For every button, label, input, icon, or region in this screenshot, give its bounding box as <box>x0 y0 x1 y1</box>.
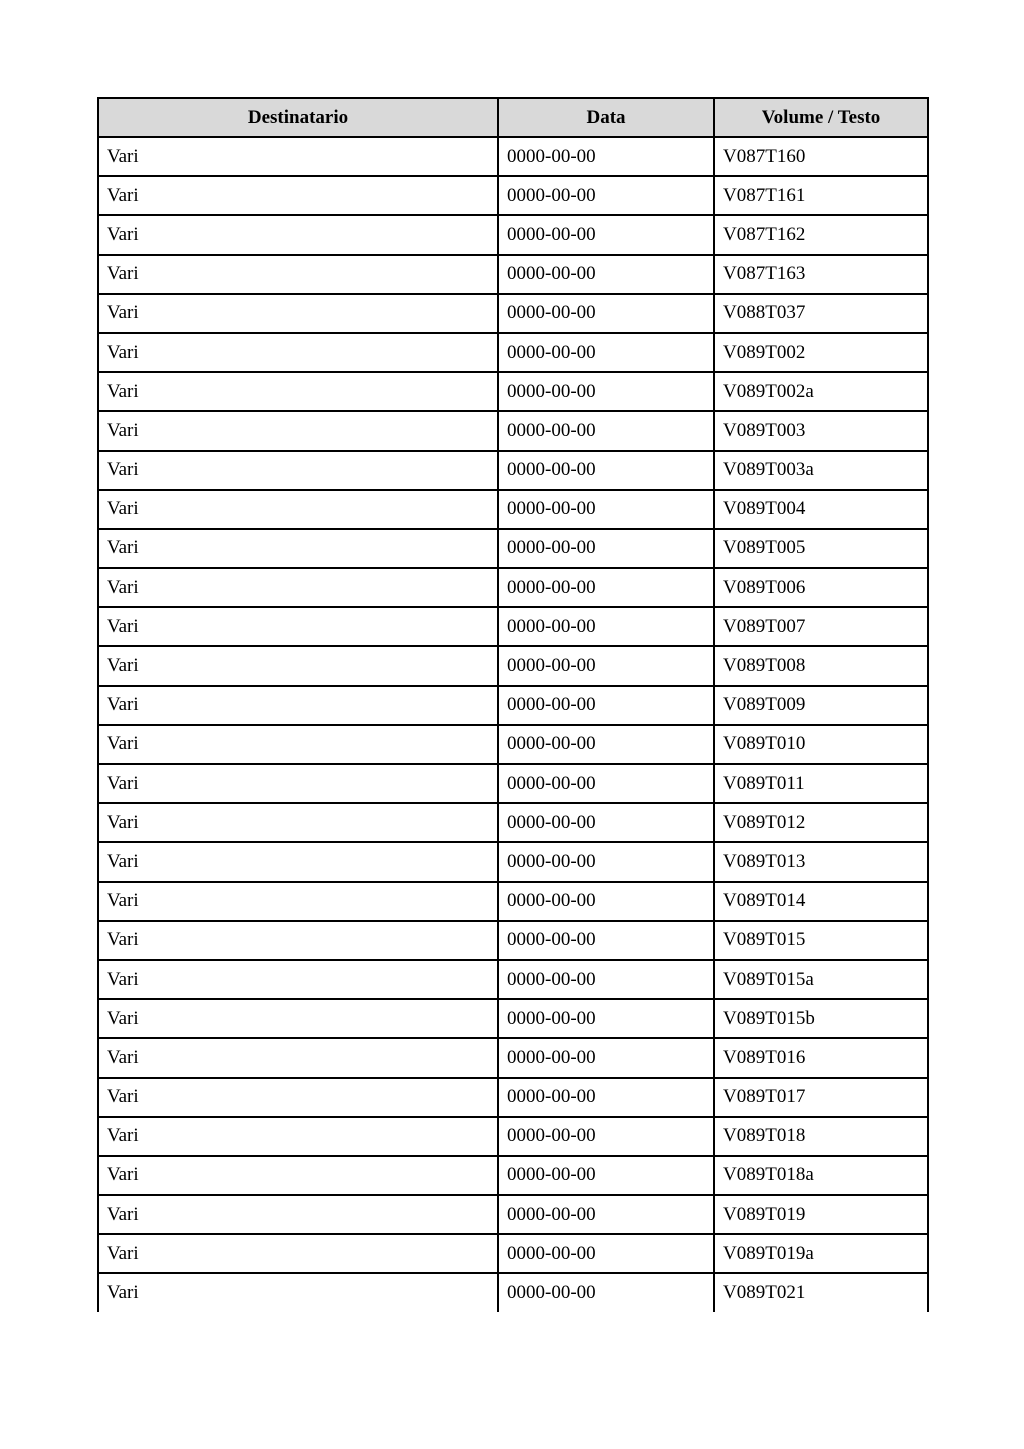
cell-data: 0000-00-00 <box>498 411 714 450</box>
table-row <box>98 451 928 490</box>
cell-data: 0000-00-00 <box>498 1117 714 1156</box>
cell-destinatario: Vari <box>98 372 498 411</box>
table-row <box>98 1273 928 1312</box>
cell-volume-testo: V089T003 <box>714 411 928 450</box>
cell-volume-testo: V087T160 <box>714 137 928 176</box>
cell-data: 0000-00-00 <box>498 764 714 803</box>
table-row <box>98 1234 928 1273</box>
table-row <box>98 1195 928 1234</box>
cell-volume-testo: V089T018a <box>714 1156 928 1195</box>
cell-destinatario: Vari <box>98 333 498 372</box>
cell-volume-testo: V089T002a <box>714 372 928 411</box>
cell-destinatario: Vari <box>98 1234 498 1273</box>
table-row <box>98 176 928 215</box>
cell-volume-testo: V089T005 <box>714 529 928 568</box>
cell-destinatario: Vari <box>98 1195 498 1234</box>
cell-volume-testo: V089T006 <box>714 568 928 607</box>
table-row <box>98 999 928 1038</box>
cell-data: 0000-00-00 <box>498 1195 714 1234</box>
table-row <box>98 960 928 999</box>
cell-data: 0000-00-00 <box>498 255 714 294</box>
cell-destinatario: Vari <box>98 411 498 450</box>
cell-destinatario: Vari <box>98 764 498 803</box>
cell-destinatario: Vari <box>98 176 498 215</box>
cell-volume-testo: V089T009 <box>714 686 928 725</box>
cell-volume-testo: V089T019 <box>714 1195 928 1234</box>
cell-volume-testo: V089T018 <box>714 1117 928 1156</box>
cell-destinatario: Vari <box>98 294 498 333</box>
table-row <box>98 803 928 842</box>
table-clip-region <box>97 97 931 1312</box>
cell-volume-testo: V089T021 <box>714 1273 928 1312</box>
cell-volume-testo: V089T015 <box>714 921 928 960</box>
cell-data: 0000-00-00 <box>498 372 714 411</box>
table-row <box>98 921 928 960</box>
cell-data: 0000-00-00 <box>498 1038 714 1077</box>
table-row <box>98 294 928 333</box>
cell-data: 0000-00-00 <box>498 999 714 1038</box>
cell-data: 0000-00-00 <box>498 1273 714 1312</box>
table-row <box>98 686 928 725</box>
column-header-volume-testo: Volume / Testo <box>714 98 928 137</box>
table-row <box>98 529 928 568</box>
cell-destinatario: Vari <box>98 568 498 607</box>
volumes-table <box>97 97 929 1312</box>
table-row <box>98 255 928 294</box>
table-row <box>98 764 928 803</box>
cell-volume-testo: V087T163 <box>714 255 928 294</box>
cell-volume-testo: V089T015b <box>714 999 928 1038</box>
table-row <box>98 215 928 254</box>
cell-volume-testo: V089T008 <box>714 646 928 685</box>
cell-volume-testo: V089T003a <box>714 451 928 490</box>
table-row <box>98 842 928 881</box>
cell-data: 0000-00-00 <box>498 294 714 333</box>
cell-destinatario: Vari <box>98 255 498 294</box>
cell-data: 0000-00-00 <box>498 529 714 568</box>
cell-destinatario: Vari <box>98 1273 498 1312</box>
cell-volume-testo: V089T014 <box>714 882 928 921</box>
cell-data: 0000-00-00 <box>498 842 714 881</box>
cell-data: 0000-00-00 <box>498 882 714 921</box>
cell-volume-testo: V088T037 <box>714 294 928 333</box>
cell-volume-testo: V089T007 <box>714 607 928 646</box>
cell-destinatario: Vari <box>98 1078 498 1117</box>
cell-data: 0000-00-00 <box>498 490 714 529</box>
cell-data: 0000-00-00 <box>498 1078 714 1117</box>
table-row <box>98 882 928 921</box>
cell-data: 0000-00-00 <box>498 960 714 999</box>
cell-volume-testo: V089T002 <box>714 333 928 372</box>
cell-volume-testo: V089T017 <box>714 1078 928 1117</box>
table-row <box>98 1078 928 1117</box>
cell-volume-testo: V087T162 <box>714 215 928 254</box>
cell-data: 0000-00-00 <box>498 1234 714 1273</box>
cell-destinatario: Vari <box>98 882 498 921</box>
cell-volume-testo: V089T013 <box>714 842 928 881</box>
cell-destinatario: Vari <box>98 1156 498 1195</box>
cell-volume-testo: V089T019a <box>714 1234 928 1273</box>
table-row <box>98 137 928 176</box>
cell-destinatario: Vari <box>98 215 498 254</box>
table-row <box>98 411 928 450</box>
cell-volume-testo: V087T161 <box>714 176 928 215</box>
cell-data: 0000-00-00 <box>498 137 714 176</box>
cell-destinatario: Vari <box>98 921 498 960</box>
column-header-data: Data <box>498 98 714 137</box>
cell-volume-testo: V089T012 <box>714 803 928 842</box>
table-header-row <box>98 98 928 137</box>
cell-destinatario: Vari <box>98 725 498 764</box>
cell-destinatario: Vari <box>98 646 498 685</box>
cell-data: 0000-00-00 <box>498 921 714 960</box>
table-row <box>98 1038 928 1077</box>
cell-volume-testo: V089T011 <box>714 764 928 803</box>
cell-data: 0000-00-00 <box>498 215 714 254</box>
cell-data: 0000-00-00 <box>498 646 714 685</box>
cell-destinatario: Vari <box>98 451 498 490</box>
table-row <box>98 372 928 411</box>
table-row <box>98 1156 928 1195</box>
cell-destinatario: Vari <box>98 686 498 725</box>
cell-data: 0000-00-00 <box>498 607 714 646</box>
cell-destinatario: Vari <box>98 999 498 1038</box>
cell-data: 0000-00-00 <box>498 1156 714 1195</box>
cell-data: 0000-00-00 <box>498 176 714 215</box>
cell-volume-testo: V089T015a <box>714 960 928 999</box>
table-row <box>98 490 928 529</box>
cell-destinatario: Vari <box>98 607 498 646</box>
cell-destinatario: Vari <box>98 1117 498 1156</box>
cell-data: 0000-00-00 <box>498 333 714 372</box>
cell-destinatario: Vari <box>98 490 498 529</box>
cell-destinatario: Vari <box>98 960 498 999</box>
cell-destinatario: Vari <box>98 842 498 881</box>
table-row <box>98 725 928 764</box>
cell-volume-testo: V089T010 <box>714 725 928 764</box>
table-row <box>98 568 928 607</box>
cell-volume-testo: V089T016 <box>714 1038 928 1077</box>
cell-data: 0000-00-00 <box>498 803 714 842</box>
cell-data: 0000-00-00 <box>498 451 714 490</box>
table-row <box>98 607 928 646</box>
cell-destinatario: Vari <box>98 803 498 842</box>
table-row <box>98 333 928 372</box>
cell-data: 0000-00-00 <box>498 686 714 725</box>
cell-destinatario: Vari <box>98 1038 498 1077</box>
column-header-destinatario: Destinatario <box>98 98 498 137</box>
cell-destinatario: Vari <box>98 529 498 568</box>
cell-volume-testo: V089T004 <box>714 490 928 529</box>
table-row <box>98 646 928 685</box>
table-row <box>98 1117 928 1156</box>
cell-destinatario: Vari <box>98 137 498 176</box>
cell-data: 0000-00-00 <box>498 725 714 764</box>
cell-data: 0000-00-00 <box>498 568 714 607</box>
table-body <box>98 137 928 1312</box>
